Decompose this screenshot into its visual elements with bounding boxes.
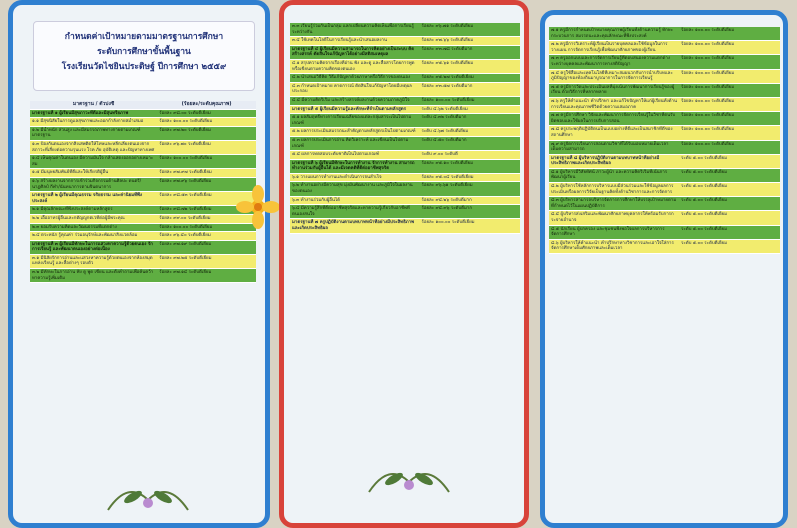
- table-row: [549, 70, 780, 84]
- table-row: [30, 255, 256, 269]
- target-value: ร้อยละ ๙๗.๖๖ ระดับดีเยี่ยม: [421, 38, 474, 44]
- table-row: [549, 98, 780, 112]
- target-value: ระดับ ๕.๐๐ ระดับดีเยี่ยม: [681, 226, 728, 232]
- indicator-text: ๘.๖ ผู้บริหารให้คำแนะนำ คำปรึกษาทางวิชาการและเอาใจใส่การจัดการศึกษาเต็มศักยภาพและเต็มเวลา: [551, 240, 674, 252]
- target-value: ร้อยละ ๑๐๐.๐๐ ระดับดีเยี่ยม: [681, 141, 735, 147]
- table-row: [290, 37, 520, 46]
- table-row: [549, 226, 780, 240]
- indicator-text: มาตรฐานที่ ๒ ผู้เรียนมีคุณธรรม จริยธรรม และค่านิยมที่พึงประสงค์: [32, 193, 143, 204]
- title-line-1: กำหนดค่าเป้าหมายตามมาตรฐานการศึกษา: [64, 32, 224, 42]
- table-row: [549, 197, 780, 211]
- table-row: [549, 155, 780, 169]
- indicator-text: ๔.๓ กำหนดเป้าหมาย คาดการณ์ ตัดสินใจแก้ปัญหาโดยมีเหตุผลประกอบ: [292, 83, 412, 95]
- target-value: ร้อยละ ๑๐๐.๐๐ ระดับดีเยี่ยม: [681, 113, 735, 119]
- target-value: ร้อยละ ๑๐๐.๐๐ ระดับดีเยี่ยม: [159, 224, 213, 230]
- table-row: [549, 84, 780, 98]
- target-value: ระดับ ๕.๐๐ ระดับดีเยี่ยม: [681, 155, 728, 161]
- table-row: [30, 110, 256, 119]
- indicator-text: ๔.๔ มีความคิดริเริ่ม และสร้างสรรค์ผลงานด้วยความภาคภูมิใจ: [292, 97, 410, 103]
- table-row: [30, 215, 256, 224]
- indicator-text: ๖.๒ ทำงานอย่างมีความสุข มุ่งมั่นพัฒนางาน และภูมิใจในผลงานของตนเอง: [292, 183, 413, 195]
- indicator-text: ๗.๓ ครูออกแบบและการจัดการเรียนรู้ที่ตอบสนองความแตกต่างระหว่างบุคคลและพัฒนาการทางสติปัญญา: [551, 56, 670, 67]
- table-row: [290, 174, 520, 183]
- indicator-text: ๘.๑ ผู้บริหารมีวิสัยทัศน์ ภาวะผู้นำ และความคิดริเริ่มที่เน้นการพัฒนาผู้เรียน: [551, 169, 668, 181]
- table-row: [30, 241, 256, 255]
- indicator-text: ๖.๔ มีความรู้สึกที่ดีต่ออาชีพสุจริตและหาความรู้เกี่ยวกับอาชีพที่ตนเองสนใจ: [292, 206, 410, 217]
- indicator-text: ๔.๑ สรุปความคิดจากเรื่องที่อ่าน ฟัง และดู และสื่อสารโดยการพูดหรือเขียนตามความคิดของตนเอง: [292, 60, 415, 72]
- indicator-text: มาตรฐานที่ ๔ ผู้เรียนมีความสามารถในการคิดอย่างเป็นระบบ คิดสร้างสรรค์ ตัดสินใจแก้ปัญหาได้อย่างมีสติสมเหตุผล: [292, 46, 415, 58]
- indicator-text: ๑.๖ สร้างผลงานจากการเข้าร่วมกิจกรรมด้านศิลปะ ดนตรี/นาฏศิลป์ กีฬา/นันทนาการตามจินตนาการ: [32, 178, 142, 190]
- indicator-text: มาตรฐานที่ ๗ ครูปฏิบัติงานตามบทบาทหน้าที่อย่างมีประสิทธิภาพและเกิดประสิทธิผล: [292, 220, 415, 232]
- indicator-text: ๗.๖ ครูให้คำแนะนำ คำปรึกษา และแก้ไขปัญหาให้แก่ผู้เรียนทั้งด้านการเรียนและคุณภาพชีวิตด้วยความเสมอภาค: [551, 98, 677, 110]
- target-value: ร้อยละ ๑๐๐.๐๐ ระดับดีเยี่ยม: [681, 127, 735, 133]
- leaf-ornament-middle: [364, 457, 454, 502]
- indicator-text: ๖.๑ วางแผนการทำงานและดำเนินการจนสำเร็จ: [292, 174, 382, 180]
- target-value: ร้อยละ ๙๗.๙๖ ระดับดีเยี่ยม: [159, 178, 212, 184]
- target-value: ร้อยละ ๑๐๐.๐๐ ระดับดีเยี่ยม: [681, 70, 735, 76]
- target-value: ร้อยละ ๙๗.๙๗ ระดับดีเยี่ยม: [159, 170, 212, 176]
- indicator-text: ๑.๔ เห็นคุณค่าในตนเอง มีความมั่นใจ กล้าแสดงออกอย่างเหมาะสม: [32, 156, 154, 167]
- indicator-text: ๒.๑ มีคุณลักษณะที่พึงประสงค์ตามหลักสูตร: [32, 207, 113, 213]
- target-value: ร้อยละ ๙๖.๖๑ ระดับดีเยี่ยม: [421, 183, 473, 189]
- target-value: ร้อยละ ๙๔.๒๖ ระดับดีมาก: [421, 197, 472, 203]
- table-row: [290, 219, 520, 233]
- target-value: ระดับ ๕.๐๐ ระดับดีเยี่ยม: [681, 212, 728, 218]
- table-header: [30, 101, 256, 110]
- target-value: ร้อยละ ๑๐๐.๐๐ ระดับดีเยี่ยม: [421, 220, 475, 226]
- indicator-text: ๒.๔ ตระหนัก รู้คุณค่า ร่วมอนุรักษ์และพัฒนาสิ่งแวดล้อม: [32, 233, 138, 239]
- table-row: [290, 83, 520, 97]
- table-row: [549, 211, 780, 225]
- indicator-text: ๕.๑ ผลสัมฤทธิ์ทางการเรียนเฉลี่ยของแต่ละกลุ่มสาระเป็นไปตามเกณฑ์: [292, 115, 412, 126]
- indicator-text: ๕.๓ ผลการประเมินการอ่าน คิดวิเคราะห์ และเขียนเป็นไปตามเกณฑ์: [292, 137, 409, 149]
- target-value: ระดับ ๔.๖๒ ระดับดีเยี่ยม: [421, 106, 468, 112]
- table-row: [549, 169, 780, 183]
- table-row: [290, 197, 520, 206]
- indicator-text: ๗.๘ ครูประพฤติปฏิบัติตนเป็นแบบอย่างที่ดีและเป็นสมาชิกที่ดีของสถานศึกษา: [551, 127, 673, 138]
- indicator-text: ๕.๔ ผลการทดสอบระดับชาติเป็นไปตามเกณฑ์: [292, 152, 380, 158]
- poster-title-box: [33, 21, 255, 91]
- target-value: ระดับ ๕.๐๐ ระดับดีเยี่ยม: [681, 198, 728, 204]
- target-value: ร้อยละ ๑๐๐.๐๐ ระดับดีเยี่ยม: [681, 84, 735, 90]
- target-value: ร้อยละ ๙๘.๗๒ ระดับดีเยี่ยม: [159, 207, 212, 213]
- indicator-text: มาตรฐานที่ ๖ ผู้เรียนมีทักษะในการทำงาน รักการทำงาน สามารถทำงานร่วมกับผู้อื่นได้ และมีเจตคติที่ดีต่ออาชีพสุจริต: [292, 160, 415, 172]
- indicator-text: มาตรฐานที่ ๘ ผู้บริหารปฏิบัติงานตามบทบาทหน้าที่อย่างมีประสิทธิภาพและเกิดประสิทธิผล: [551, 155, 660, 167]
- target-value: ร้อยละ ๙๘.๕๓ ระดับดีเยี่ยม: [159, 193, 212, 199]
- indicator-text: มาตรฐานที่ ๑ ผู้เรียนมีสุขภาวะที่ดีและมีสุนทรียภาพ: [32, 110, 129, 116]
- col-header-target: (ร้อยละ/ระดับคุณภาพ): [181, 101, 232, 107]
- left-poster-panel: [8, 0, 270, 528]
- target-value: ร้อยละ ๙๓.๕๗ ระดับดีมาก: [421, 83, 473, 89]
- indicator-text: ๓.๔ ใช้เทคโนโลยีในการเรียนรู้และนำเสนอผลงาน: [292, 38, 388, 44]
- indicator-text: มาตรฐานที่ ๓ ผู้เรียนมีทักษะในการแสวงหาความรู้ด้วยตนเอง รักการเรียนรู้ และพัฒนาตนเองอย่างต่อเนื่อง: [32, 241, 153, 253]
- table-row: [30, 269, 256, 283]
- indicator-text: ๖.๓ ทำงานร่วมกับผู้อื่นได้: [292, 197, 340, 203]
- target-value: ระดับ ๔.๕๐ ระดับดีมาก: [421, 137, 467, 143]
- indicator-text: ๘.๔ ผู้บริหารส่งเสริมและพัฒนาศักยภาพบุคลากรให้พร้อมรับการกระจายอำนาจ: [551, 212, 674, 224]
- indicator-text: ๑.๕ มีมนุษยสัมพันธ์ที่ดีและให้เกียรติผู้อื่น: [32, 170, 109, 176]
- indicator-text: ๗.๗ ครูมีการศึกษา วิจัยและพัฒนาการจัดการเรียนรู้ในวิชาที่ตนรับผิดชอบและใช้ผลในการปรับการสอน: [551, 113, 676, 124]
- table-row: [549, 141, 780, 155]
- table-row: [290, 128, 520, 137]
- table-row: [30, 224, 256, 233]
- table-row: [290, 182, 520, 196]
- target-value: ร้อยละ ๙๖.๗๑ ระดับดีเยี่ยม: [421, 24, 474, 29]
- table-row: [290, 106, 520, 115]
- target-value: ระดับ ๔.๓๒ ระดับดีมาก: [421, 115, 467, 121]
- middle-poster-panel: [279, 0, 529, 528]
- target-value: ระดับ ๕.๐๐ ระดับดีเยี่ยม: [681, 184, 728, 190]
- table-row: [290, 205, 520, 219]
- table-row: [549, 112, 780, 126]
- indicator-text: ๓.๓ เรียนรู้ร่วมกันเป็นกลุ่ม แลกเปลี่ยนความคิดเห็นเพื่อการเรียนรู้ระหว่างกัน: [292, 24, 414, 35]
- indicator-text: ๗.๕ ครูมีการวัดและประเมินผลที่มุ่งเน้นการพัฒนาการเรียนรู้ของผู้เรียน ด้วยวิธีการที่หลากหลาย: [551, 84, 675, 96]
- table-row: [549, 55, 780, 69]
- indicator-text: ๗.๙ ครูจัดการเรียนการสอนตามวิชาที่ได้รับมอบหมายเต็มเวลา เต็มความสามารถ: [551, 141, 669, 153]
- indicator-text: ๓.๒ มีทักษะในการอ่าน ฟัง ดู พูด เขียน และตั้งคำถามเพื่อค้นคว้าหาความรู้เพิ่มเติม: [32, 270, 154, 281]
- standards-table-right: [549, 27, 780, 254]
- target-value: ร้อยละ ๙๗.๑๔ ระดับดีเยี่ยม: [159, 270, 212, 276]
- title-line-2: ระดับการศึกษาขั้นพื้นฐาน: [97, 47, 191, 57]
- target-value: ร้อยละ ๙๗.๑๙ ระดับดีเยี่ยม: [159, 241, 212, 247]
- target-value: ร้อยละ ๑๐๐.๐๐ ระดับดีเยี่ยม: [159, 119, 213, 125]
- table-row: [549, 183, 780, 197]
- indicator-text: ๗.๒ ครูมีการวิเคราะห์ผู้เรียนเป็นรายบุคคลและใช้ข้อมูลในการวางแผน การจัดการเรียนรู้เพื่อพัฒนาศักยภาพของผู้เรียน: [551, 42, 668, 53]
- target-value: ร้อยละ ๙๓.๗๘ ระดับดีมาก: [421, 46, 473, 52]
- target-value: ร้อยละ ๙๕.๐๔ ระดับดีเยี่ยม: [421, 174, 474, 180]
- table-row: [30, 192, 256, 206]
- target-value: ร้อยละ ๑๐๐.๐๐ ระดับดีเยี่ยม: [681, 42, 735, 48]
- table-row: [290, 151, 520, 160]
- right-poster-panel: [540, 10, 788, 528]
- table-row: [549, 240, 780, 254]
- target-value: ร้อยละ ๙๖.๔๐ ระดับดีเยี่ยม: [159, 233, 211, 239]
- target-value: ร้อยละ ๙๔.๙๖ ระดับดีมาก: [421, 206, 473, 212]
- indicator-text: มาตรฐานที่ ๕ ผู้เรียนมีความรู้และทักษะที่จำเป็นตามหลักสูตร: [292, 106, 407, 112]
- indicator-text: ๕.๒ ผลการประเมินสมรรถนะสำคัญตามหลักสูตรเป็นไปตามเกณฑ์: [292, 129, 416, 135]
- table-row: [30, 178, 256, 192]
- indicator-text: ๘.๒ ผู้บริหารใช้หลักการบริหารแบบมีส่วนร่วมและใช้ข้อมูลผลการประเมินหรือผลการวิจัยเป็นฐานคิดทั้งด้านวิชาการและการจัดการ: [551, 184, 674, 195]
- target-value: ร้อยละ ๑๐๐.๐๐ ระดับดีเยี่ยม: [681, 28, 735, 33]
- standards-table-left: [30, 101, 256, 283]
- standards-table-middle: [290, 23, 520, 234]
- target-value: ระดับ ๙.๐๐ ระดับดี: [421, 152, 458, 158]
- target-value: ระดับ ๔.๖๗ ระดับดีเยี่ยม: [421, 129, 469, 135]
- target-value: ระดับ ๕.๐๐ ระดับดีเยี่ยม: [681, 240, 728, 246]
- indicator-text: ๑.๓ ป้องกันตนเองจากสิ่งเสพติดให้โทษและหลีกเลี่ยงตนเองจากสภาวะที่เสี่ยงต่อความรุนแรง โรค ภัย อุบัติเหตุ และปัญหาทางเพศ: [32, 141, 155, 153]
- table-row: [30, 232, 256, 241]
- indicator-text: ๑.๑ มีสุขนิสัยในการดูแลสุขภาพและออกกำลังกายสม่ำเสมอ: [32, 119, 144, 125]
- table-row: [30, 127, 256, 141]
- indicator-text: ๘.๕ นักเรียน ผู้ปกครอง และชุมชนพึงพอใจผลการบริหารการจัดการศึกษา: [551, 226, 665, 238]
- table-row: [290, 160, 520, 174]
- table-row: [30, 155, 256, 169]
- table-row: [549, 41, 780, 55]
- flower-ornament: [233, 182, 283, 232]
- indicator-text: ๒.๓ ยอมรับความคิดและวัฒนธรรมที่แตกต่าง: [32, 224, 117, 230]
- table-row: [290, 46, 520, 60]
- table-row: [290, 60, 520, 74]
- indicator-text: ๘.๓ ผู้บริหารสามารถบริหารจัดการการศึกษาให้บรรลุเป้าหมายตามที่กำหนดไว้ในแผนปฏิบัติการ: [551, 198, 677, 209]
- table-row: [549, 126, 780, 140]
- indicator-text: ๒.๒ เอื้ออาทรผู้อื่นและกตัญญูกตเวทีต่อผู้มีพระคุณ: [32, 215, 125, 221]
- table-row: [30, 169, 256, 178]
- title-line-3: โรงเรียนวัดไชยินประดิษฐ์ ปีการศึกษา ๒๕๕๙: [61, 62, 227, 72]
- indicator-text: ๑.๒ มีน้ำหนัก ส่วนสูง และมีสมรรถภาพทางกายตามเกณฑ์มาตรฐาน: [32, 127, 141, 139]
- table-row: [290, 23, 520, 37]
- indicator-text: ๗.๑ ครูมีการกำหนดเป้าหมายคุณภาพผู้เรียนทั้งด้านความรู้ ทักษะกระบวนการ สมรรถนะและคุณลักษณะที่พึงประสงค์: [551, 28, 673, 39]
- target-value: ร้อยละ ๑๐๐.๐๐ ระดับดีเยี่ยม: [159, 156, 213, 162]
- table-row: [30, 141, 256, 155]
- table-row: [30, 118, 256, 127]
- indicator-text: ๗.๔ ครูใช้สื่อและเทคโนโลยีที่เหมาะสมผนวกกับการนำบริบทและภูมิปัญญาของท้องถิ่นมาบูรณาการในการจัดการเรียนรู้: [551, 70, 673, 82]
- target-value: ร้อยละ ๙๕.๑๐ ระดับดีเยี่ยม: [421, 160, 474, 166]
- target-value: ร้อยละ ๙๕.๒๗ ระดับดีเยี่ยม: [421, 75, 474, 81]
- indicator-text: ๓.๑ มีนิสัยรักการอ่านและแสวงหาความรู้ด้วยตนเองจากห้องสมุด แหล่งเรียนรู้ และสื่อต่างๆ รอบตัว: [32, 255, 153, 267]
- target-value: ร้อยละ ๙๗.๒๕ ระดับดีเยี่ยม: [159, 255, 212, 261]
- target-value: ร้อยละ ๑๐๐.๐๐ ระดับดีเยี่ยม: [421, 97, 475, 103]
- target-value: ร้อยละ ๑๐๐.๐๐ ระดับดีเยี่ยม: [681, 98, 735, 104]
- table-row: [30, 206, 256, 215]
- target-value: ร้อยละ ๙๖.๗๐ ระดับดีเยี่ยม: [159, 141, 211, 147]
- table-row: [290, 74, 520, 83]
- col-header-standard: มาตรฐาน / ตัวบ่งชี้: [72, 101, 115, 107]
- target-value: ร้อยละ ๙๗.๒๐ ระดับดีเยี่ยม: [159, 127, 211, 133]
- table-row: [290, 137, 520, 151]
- target-value: ร้อยละ ๑๐๐.๐๐ ระดับดีเยี่ยม: [681, 56, 735, 62]
- table-row: [549, 27, 780, 41]
- table-row: [290, 114, 520, 128]
- target-value: ร้อยละ ๙๘.๐๐ ระดับดีเยี่ยม: [159, 110, 211, 116]
- indicator-text: ๔.๒ นำเสนอวิธีคิด วิธีแก้ปัญหาด้วยภาษาหรือวิธีการของตนเอง: [292, 75, 411, 81]
- table-row: [290, 97, 520, 106]
- target-value: ร้อยละ ๙๕.๖๑ ระดับดีเยี่ยม: [421, 60, 474, 66]
- target-value: ระดับ ๕.๐๐ ระดับดีเยี่ยม: [681, 169, 728, 175]
- leaf-ornament-left: [103, 475, 193, 520]
- target-value: ร้อยละ ๙๙.๐๐ ระดับดีเยี่ยม: [159, 215, 211, 221]
